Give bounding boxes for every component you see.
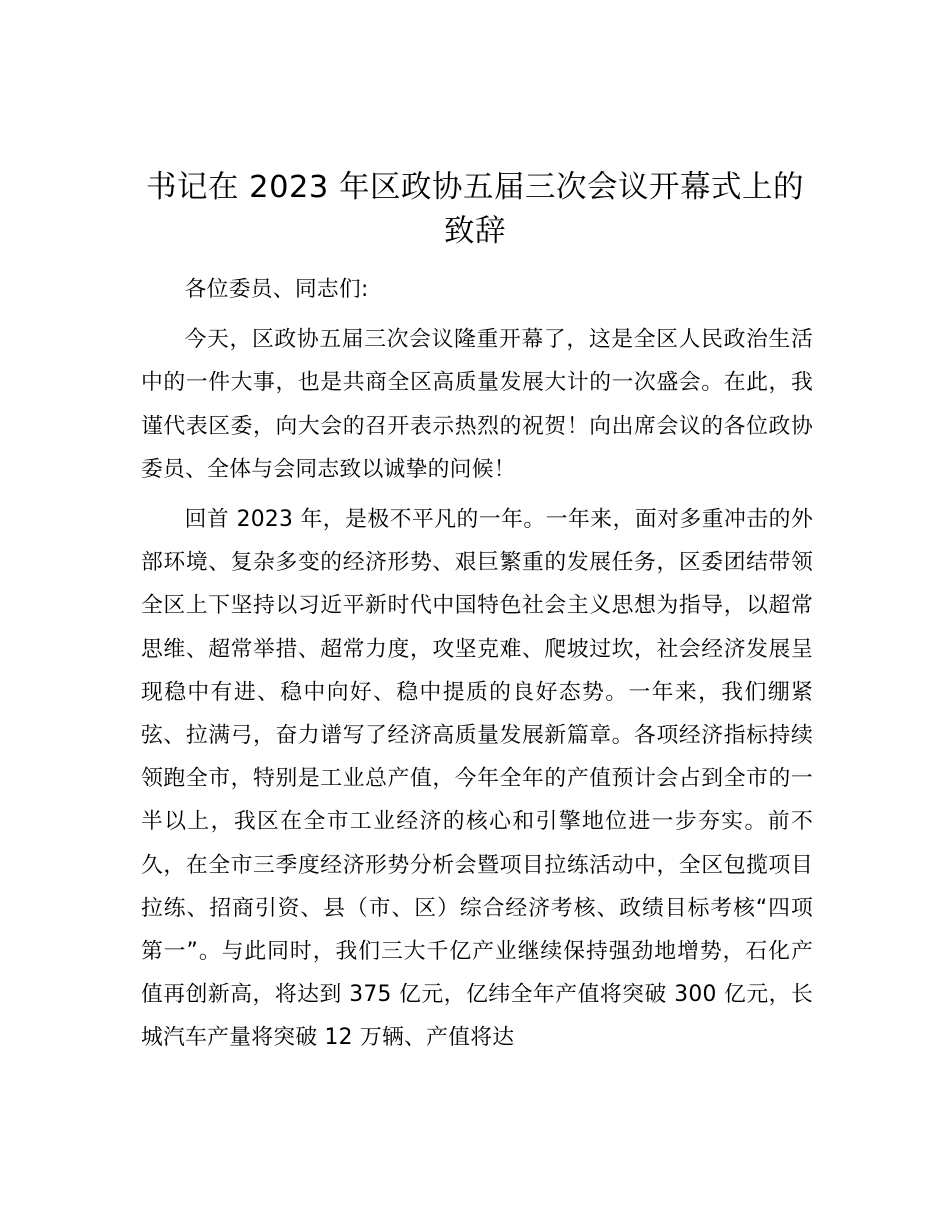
salutation: 各位委员、同志们: (184, 277, 369, 302)
paragraph-opening: 今天，区政协五届三次会议隆重开幕了，这是全区人民政治生活中的一件大事，也是共商全区高质量发展大计的一次盛会。在此，我谨代表区委，向大会的召开表示热烈的祝贺！向出席会议的各位政协委员、全体与会同志致以诚挚的问候！ (141, 327, 813, 482)
document-body (141, 268, 813, 1060)
document-title: 书记在 2023 年区政协五届三次会议开幕式上的致辞 (145, 170, 804, 249)
paragraph-review-2023: 回首 2023 年，是极不平凡的一年。一年来，面对多重冲击的外部环境、复杂多变的经济形势、艰巨繁重的发展任务，区委团结带领全区上下坚持以习近平新时代中国特色社会主义思想为指导，以超常思维、超常举措、超常力度，攻坚克难、爬坡过坎，社会经济发展呈现稳中有进、稳中向好、稳中提质的良好态势。一年来，我们绷紧弦、拉满弓，奋力谱写了经济高质量发展新篇章。各项经济指标持续领跑全市，特别是工业总产值，今年全年的产值预计会占到全市的一半以上，我区在全市工业经济的核心和引擎地位进一步夯实。前不久，在全市三季度经济形势分析会暨项目拉练活动中，全区包揽项目拉练、招商引资、县（市、区）综合经济考核、政绩目标考核“四项第一”。与此同时，我们三大千亿产业继续保持强劲地增势，石化产值再创新高，将达到 375 亿元，亿纬全年产值将突破 300 亿元，长城汽车产量将突破 12 万辆、产值将达 (141, 507, 813, 1051)
